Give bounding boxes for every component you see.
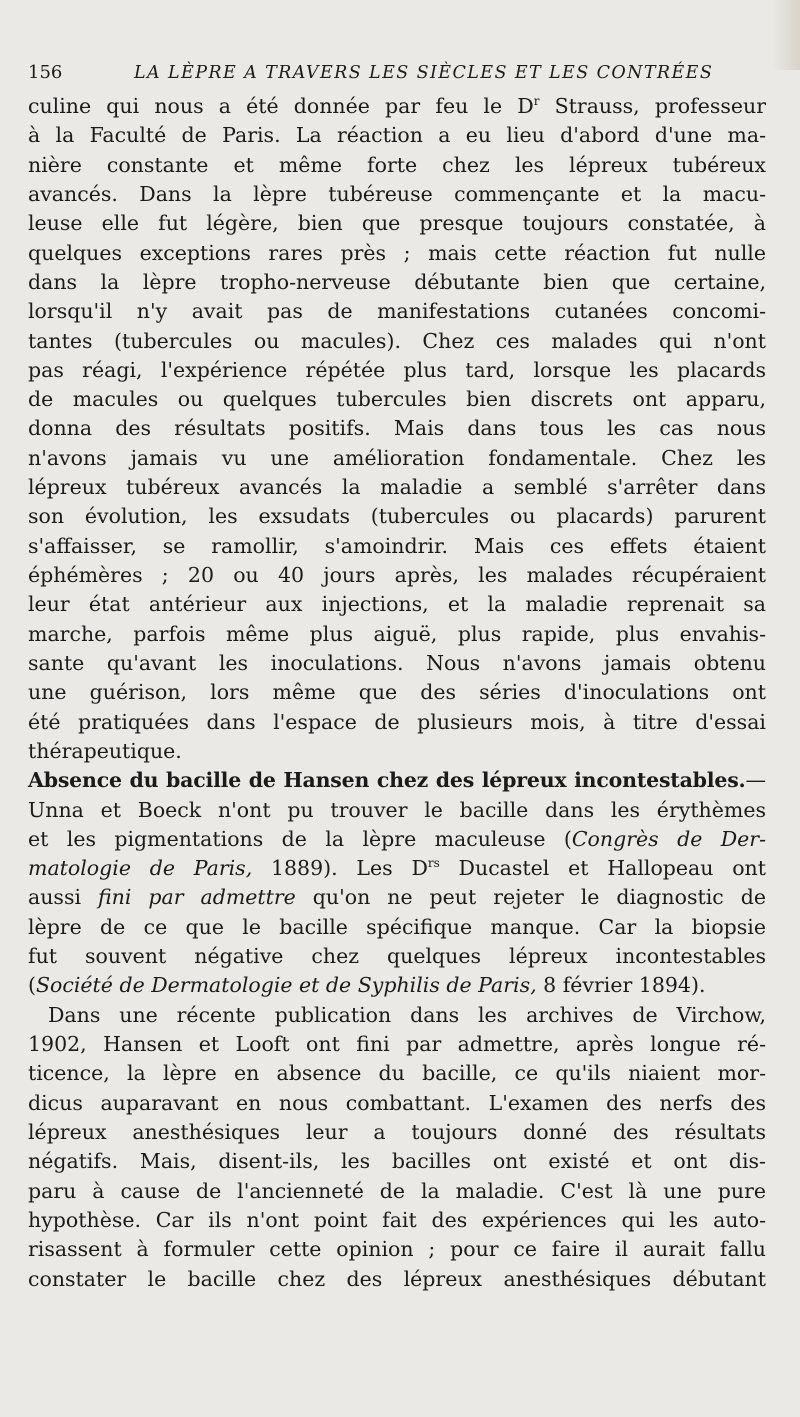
text-line: hypothèse. Car ils n'ont point fait des expériences qui les auto-: [28, 1207, 766, 1232]
text-line: s'affaisser, se ramollir, s'amoindrir. Mais ces effets étaient: [28, 533, 766, 558]
text-line: risassent à formuler cette opinion ; pour ce faire il aurait fallu: [28, 1237, 766, 1262]
text-line: donna des résultats positifs. Mais dans tous les cas nous: [28, 416, 766, 441]
text-line: dicus auparavant en nous combattant. L'examen des nerfs des: [28, 1090, 766, 1115]
text-line: (Société de Dermatologie et de Syphilis de Paris, 8 février 1894).: [28, 973, 706, 998]
body-text: [28, 92, 766, 1294]
text-line: été pratiquées dans l'espace de plusieurs mois, à titre d'essai: [28, 709, 766, 734]
text-line: marche, parfois même plus aiguë, plus rapide, plus envahis-: [28, 621, 766, 646]
text-line: Dans une récente publication dans les archives de Virchow,: [48, 1002, 766, 1027]
text-line: nière constante et même forte chez les lépreux tubéreux: [28, 152, 766, 177]
text-line: fut souvent négative chez quelques lépreux incontestables: [28, 944, 766, 969]
text-line: son évolution, les exsudats (tubercules ou placards) parurent: [28, 504, 766, 529]
running-title: LA LÈPRE A TRAVERS LES SIÈCLES ET LES CONTRÉES: [134, 63, 714, 83]
page-number: 156: [28, 62, 63, 83]
text-line: 1902, Hansen et Looft ont fini par admettre, après longue ré-: [28, 1032, 766, 1056]
text-line: lépreux anesthésiques leur a toujours donné des résultats: [28, 1119, 766, 1144]
text-line: tantes (tubercules ou macules). Chez ces malades qui n'ont: [28, 328, 766, 353]
text-line: à la Faculté de Paris. La réaction a eu lieu d'abord d'une ma-: [28, 123, 766, 148]
text-line: leur état antérieur aux injections, et la maladie reprenait sa: [28, 592, 766, 617]
text-line: lépreux tubéreux avancés la maladie a semblé s'arrêter dans: [28, 475, 766, 500]
text-line: constater le bacille chez des lépreux anesthésiques débutant: [28, 1266, 766, 1291]
text-line: négatifs. Mais, disent-ils, les bacilles ont existé et ont dis-: [28, 1149, 766, 1174]
text-line: quelques exceptions rares près ; mais cette réaction fut nulle: [28, 240, 766, 265]
scan-edge-shadow: [772, 0, 800, 70]
text-line: aussi fini par admettre qu'on ne peut rejeter le diagnostic de: [28, 885, 766, 910]
section-heading-line: Absence du bacille de Hansen chez des lépreux incontestables.—: [28, 768, 766, 793]
text-line: paru à cause de l'ancienneté de la maladie. C'est là une pure: [28, 1178, 766, 1203]
text-line: thérapeutique.: [28, 738, 182, 763]
text-line: de macules ou quelques tubercules bien discrets ont apparu,: [28, 387, 766, 412]
text-line: éphémères ; 20 ou 40 jours après, les malades récupéraient: [28, 563, 766, 587]
text-line: leuse elle fut légère, bien que presque toujours constatée, à: [28, 211, 766, 236]
text-line: une guérison, lors même que des séries d'inoculations ont: [28, 680, 766, 705]
text-line: dans la lèpre tropho-nerveuse débutante bien que certaine,: [28, 269, 766, 294]
text-line: lorsqu'il n'y avait pas de manifestations cutanées concomi-: [28, 299, 766, 324]
text-line: sante qu'avant les inoculations. Nous n'avons jamais obtenu: [28, 650, 766, 675]
section-heading: Absence du bacille de Hansen chez des lépreux incontestables.: [28, 768, 746, 793]
text-line: et les pigmentations de la lèpre maculeuse (Congrès de Der-: [28, 826, 767, 851]
text-line: pas réagi, l'expérience répétée plus tard, lorsque les placards: [28, 357, 766, 382]
text-line: ticence, la lèpre en absence du bacille, ce qu'ils niaient mor-: [28, 1061, 766, 1086]
running-head: [28, 58, 768, 88]
text-line: n'avons jamais vu une amélioration fondamentale. Chez les: [28, 445, 766, 470]
text-line: culine qui nous a été donnée par feu le $D^r$ Strauss, professeur: [28, 94, 766, 118]
text-line: lèpre de ce que le bacille spécifique manque. Car la biopsie: [28, 914, 766, 939]
text-line: matologie de Paris, 1889). Les $D^{rs}$ Ducastel et Hallopeau ont: [28, 856, 767, 881]
text-line: Unna et Boeck n'ont pu trouver le bacille dans les érythèmes: [28, 797, 766, 822]
text-line: avancés. Dans la lèpre tubéreuse commençante et la macu-: [28, 181, 766, 206]
